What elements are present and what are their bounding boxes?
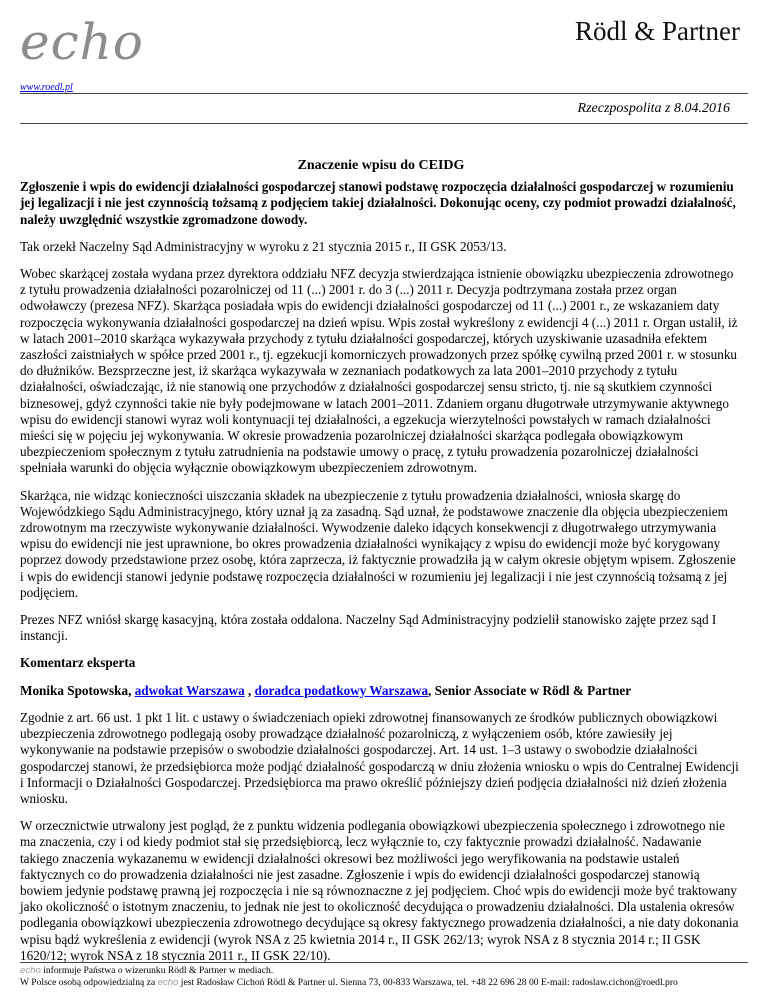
footer [20, 962, 748, 989]
article-lead: Zgłoszenie i wpis do ewidencji działalności gospodarczej stanowi podstawę rozpoczęcia działalności gospodarczej w rozumieniu jej legalizacji i nie jest czynnością tożsamą z podjęciem takiej działalności. Dokonując oceny, czy podmiot prowadzi działalność, należy uwzględnić wszystkie zgromadzone dowody. [20, 179, 736, 227]
author-name: Monika Spotowska, [20, 682, 135, 698]
footer-contact: jest Radosław Cichoń Rödl & Partner ul. Sienna 73, 00-833 Warszawa, tel. +48 22 696 28 00 E-mail: radoslaw.cichon@roedl.pro [178, 977, 678, 988]
article-title: Znaczenie wpisu do CEIDG [297, 158, 465, 173]
footer-echo-mark: echo [20, 965, 41, 976]
publication-source: Rzeczpospolita z 8.04.2016 [577, 101, 730, 116]
article-paragraph: Wobec skarżącej została wydana przez dyrektora oddziału NFZ decyzja stwierdzająca istnienie obowiązku ubezpieczenia zdrowotnego z tytułu prowadzenia działalności pozarolniczej od 11 (...) 2001 r. do 3 (...) 2011 r. Decyzja podtrzymana została przez organ odwoławczy (prezesa NFZ). Skarżąca posiadała wpis do ewidencji działalności gospodarczej od 11 (...) 2001 r., ze wskazaniem daty rozpoczęcia wykonywania działalności gospodarczej na dzień wpisu. Wpis został wykreślony z ewidencji 4 (...) 2011 r. Organ ustalił, iż w latach 2001–2010 skarżąca wykazywała przychody z tytułu działalności gospodarczej, których uzyskiwanie uzasadniła efektem zaszłości zaistniałych w spółce przed 2001 r., tj. egzekucji komorniczych prowadzonych przez spółkę cywilną przed 2001 r. w stosunku do dłużników. Bezsprzeczne jest, iż skarżąca wykazywała w zeznaniach podatkowych za lata 2001–2010 przychody z tytułu działalności, oświadczając, iż nie stanowią one przychodów z działalności gospodarczej sensu stricto, tj. nie są skutkiem czynności biznesowej, gdyż czynności takie nie były podejmowane w latach 2001–2011. Zdaniem organu długotrwałe utrzymywanie aktywnego wpisu do ewidencji stanowi wyraz woli kontynuacji tej działalności, a egzekucja wierzytelności powstałych w ramach działalności mieści się w pojęciu jej wykonywania. W okresie prowadzenia pozarolniczej działalności skarżąca podlegała obowiązkowym ubezpieczeniom społecznym z tytułu zatrudnienia na podstawie umowy o pracę, z tytułu prowadzenia pozarolniczej działalności spełniała warunki do objęcia wyłącznie obowiązkowym ubezpieczeniem zdrowotnym. [20, 266, 738, 476]
echo-logo: echo [20, 13, 144, 71]
footer-line-1-text: informuje Państwa o wizerunku Rödl & Partner w mediach. [40, 965, 274, 976]
expert-author [20, 683, 742, 699]
footer-echo-mark: echo [157, 977, 179, 988]
comment-paragraph: W orzecznictwie utrwalony jest pogląd, że z punktu widzenia podlegania obowiązkowi ubezpieczenia społecznego i zdrowotnego nie ma znaczenia, czy i od kiedy podmiot stał się przedsiębiorcą, lecz wyłącznie to, czy faktycznie prowadzi działalność. Nadawanie takiego znaczenia wykazanemu w ewidencji działalności okresowi bez możliwości jego weryfikowania na podstawie ustaleń faktycznych co do prowadzenia działalności nie jest zasadne. Zgłoszenie i wpis do ewidencji działalności gospodarczej stanowią bowiem jedynie podstawę prawną jej rozpoczęcia i nie są równoznaczne z jej podjęciem. Choć wpis do ewidencji może być traktowany jako okoliczność o istotnym znaczeniu, to jednak nie jest to okoliczność decydująca o prowadzeniu działalności. Dla ustalenia okresów podlegania obowiązkowi ubezpieczenia zdrowotnego decydujące są okresy faktycznego prowadzenia działalności, a nie daty dokonania wpisu bądź wykreślenia z ewidencji (wyrok NSA z 25 kwietnia 2014 r., II GSK 262/13; wyrok NSA z 8 stycznia 2014 r.; II GSK 1620/12; wyrok NSA z 18 stycznia 2011 r., II GSK 22/10). [20, 818, 739, 963]
expert-comment-heading: Komentarz eksperta [20, 655, 136, 671]
article-paragraph: Tak orzekł Naczelny Sąd Administracyjny w wyroku z 21 stycznia 2015 r., II GSK 2053/13. [20, 238, 507, 254]
comment-paragraph: Zgodnie z art. 66 ust. 1 pkt 1 lit. c ustawy o świadczeniach opieki zdrowotnej finansowanych ze środków publicznych obowiązkowi ubezpieczenia zdrowotnego podlegają osoby prowadzące działalność pozarolniczą, z wyłączeniem osób, które zawiesiły jej wykonywanie na podstawie przepisów o swobodzie działalności gospodarczej. Art. 14 ust. 1–3 ustawy o swobodzie działalności gospodarczej stanowi, że przedsiębiorca może podjąć działalność gospodarczą w dniu złożenia wniosku o wpis do Centralnej Ewidencji i Informacji o Działalności Gospodarczej. Przedsiębiorca ma prawo określić późniejszy dzień podjęcia działalności niż dzień złożenia wniosku. [20, 709, 739, 806]
author-role: , Senior Associate w Rödl & Partner [428, 682, 632, 698]
article-paragraph: Prezes NFZ wniósł skargę kasacyjną, która została oddalona. Naczelny Sąd Administracyjny podzielił stanowisko zajęte przez sąd I instancji. [20, 612, 717, 644]
source-divider [20, 123, 748, 124]
article [20, 158, 742, 975]
footer-line-2-start: W Polsce osobą odpowiedzialną za [20, 977, 158, 988]
header-divider [20, 93, 748, 94]
author-link-advocate[interactable]: adwokat Warszawa [134, 682, 245, 698]
footer-line-1 [20, 965, 748, 977]
article-paragraph: Skarżąca, nie widząc konieczności uiszczania składek na ubezpieczenie z tytułu prowadzenia działalności, wniosła skargę do Wojewódzkiego Sądu Administracyjnego, który uznał ją za zasadną. Sąd uznał, że podstawowe znaczenie dla objęcia ubezpieczeniem zdrowotnym ma rzeczywiste wykonywanie działalności. Wywodzenie daleko idących konsekwencji z długotrwałego utrzymywania wpisu do ewidencji nie jest uprawnione, bo okres prowadzenia działalności wynikający z wpisu do ewidencji może być korygowany poprzez dowody przedstawione przez osobę, która zaprzecza, iż faktycznie prowadziła ją w całym okresie objętym wpisem. Zgłoszenie i wpis do ewidencji stanowi jedynie podstawę rozpoczęcia działalności w rozumieniu jej legalizacji i nie jest czynnością tożsamą z jej podjęciem. [20, 487, 736, 600]
author-link-tax-advisor[interactable]: doradca podatkowy Warszawa [254, 682, 429, 698]
author-separator: , [244, 682, 255, 698]
website-link[interactable]: www.roedl.pl [20, 82, 73, 93]
footer-line-2 [20, 977, 748, 989]
brand-name: Rödl & Partner [575, 16, 740, 46]
